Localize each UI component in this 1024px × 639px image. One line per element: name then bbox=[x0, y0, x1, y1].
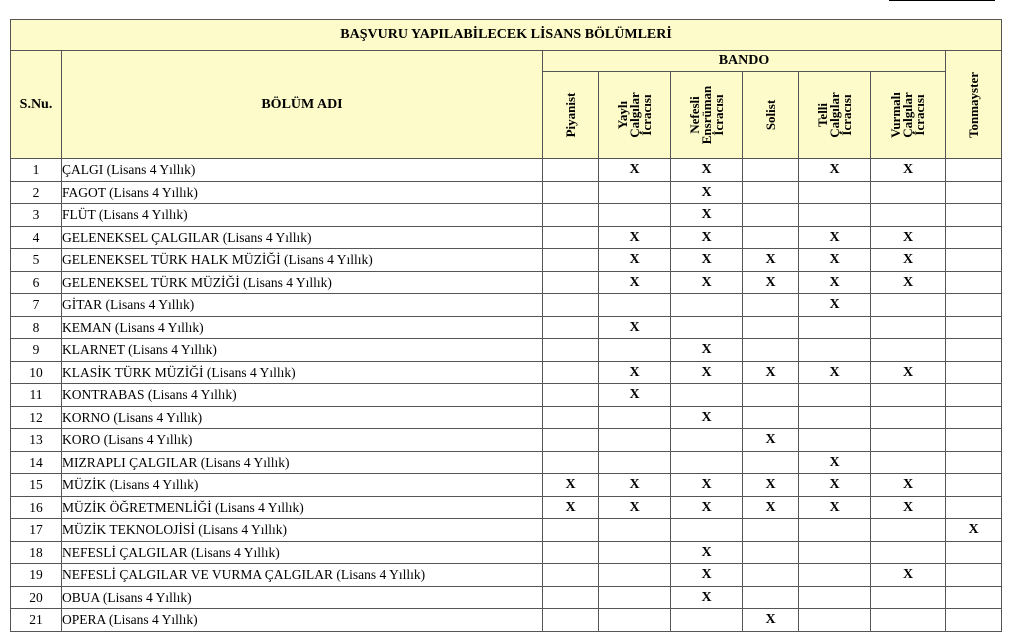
mark-cell: X bbox=[799, 451, 871, 474]
row-number: 9 bbox=[11, 339, 62, 362]
mark-cell bbox=[946, 474, 1002, 497]
row-number: 3 bbox=[11, 204, 62, 227]
department-name: KORO (Lisans 4 Yıllık) bbox=[62, 429, 543, 452]
table-row bbox=[11, 564, 1002, 587]
mark-cell bbox=[543, 271, 599, 294]
mark-cell bbox=[799, 384, 871, 407]
top-rule bbox=[889, 0, 995, 1]
mark-cell: X bbox=[799, 226, 871, 249]
mark-cell bbox=[743, 159, 799, 182]
mark-cell bbox=[543, 249, 599, 272]
mark-cell: X bbox=[799, 249, 871, 272]
department-name: FLÜT (Lisans 4 Yıllık) bbox=[62, 204, 543, 227]
mark-cell bbox=[946, 361, 1002, 384]
mark-cell: X bbox=[743, 249, 799, 272]
table-row bbox=[11, 226, 1002, 249]
mark-cell: X bbox=[543, 474, 599, 497]
table-row bbox=[11, 586, 1002, 609]
mark-cell: X bbox=[946, 519, 1002, 542]
row-number: 15 bbox=[11, 474, 62, 497]
header-col-telli bbox=[799, 72, 871, 159]
table-row bbox=[11, 496, 1002, 519]
mark-cell bbox=[543, 519, 599, 542]
mark-cell bbox=[671, 519, 743, 542]
mark-cell: X bbox=[743, 429, 799, 452]
mark-cell bbox=[799, 586, 871, 609]
mark-cell bbox=[946, 564, 1002, 587]
mark-cell: X bbox=[671, 474, 743, 497]
mark-cell bbox=[946, 204, 1002, 227]
mark-cell bbox=[743, 586, 799, 609]
mark-cell: X bbox=[671, 159, 743, 182]
table-row bbox=[11, 541, 1002, 564]
mark-cell bbox=[799, 204, 871, 227]
mark-cell bbox=[871, 609, 946, 632]
mark-cell bbox=[743, 181, 799, 204]
mark-cell: X bbox=[871, 159, 946, 182]
department-name: MÜZİK (Lisans 4 Yıllık) bbox=[62, 474, 543, 497]
mark-cell bbox=[599, 541, 671, 564]
header-col-label: Tonmayster bbox=[965, 71, 981, 138]
mark-cell: X bbox=[743, 474, 799, 497]
mark-cell bbox=[743, 294, 799, 317]
department-name: MIZRAPLI ÇALGILAR (Lisans 4 Yıllık) bbox=[62, 451, 543, 474]
mark-cell bbox=[946, 249, 1002, 272]
mark-cell bbox=[946, 541, 1002, 564]
mark-cell: X bbox=[799, 271, 871, 294]
table-row bbox=[11, 406, 1002, 429]
table-row bbox=[11, 294, 1002, 317]
table-row bbox=[11, 339, 1002, 362]
mark-cell: X bbox=[871, 271, 946, 294]
mark-cell bbox=[671, 451, 743, 474]
mark-cell bbox=[743, 339, 799, 362]
header-col-label: Telli Çalgılar İcracısı bbox=[814, 92, 854, 138]
mark-cell bbox=[871, 519, 946, 542]
table-row bbox=[11, 519, 1002, 542]
row-number: 16 bbox=[11, 496, 62, 519]
mark-cell: X bbox=[671, 361, 743, 384]
mark-cell: X bbox=[799, 496, 871, 519]
row-number: 2 bbox=[11, 181, 62, 204]
mark-cell bbox=[543, 361, 599, 384]
mark-cell bbox=[871, 339, 946, 362]
mark-cell bbox=[743, 204, 799, 227]
mark-cell bbox=[946, 316, 1002, 339]
department-name: KEMAN (Lisans 4 Yıllık) bbox=[62, 316, 543, 339]
mark-cell bbox=[543, 609, 599, 632]
row-number: 12 bbox=[11, 406, 62, 429]
mark-cell: X bbox=[599, 226, 671, 249]
mark-cell bbox=[871, 586, 946, 609]
header-col-yayli bbox=[599, 72, 671, 159]
mark-cell bbox=[871, 384, 946, 407]
header-col-label: Solist bbox=[762, 99, 778, 131]
mark-cell bbox=[599, 181, 671, 204]
table-row bbox=[11, 181, 1002, 204]
mark-cell bbox=[871, 294, 946, 317]
header-col-solist bbox=[743, 72, 799, 159]
mark-cell bbox=[671, 429, 743, 452]
mark-cell bbox=[743, 384, 799, 407]
table-row bbox=[11, 271, 1002, 294]
mark-cell: X bbox=[599, 474, 671, 497]
mark-cell bbox=[946, 496, 1002, 519]
table-row bbox=[11, 361, 1002, 384]
department-name: GELENEKSEL TÜRK MÜZİĞİ (Lisans 4 Yıllık) bbox=[62, 271, 543, 294]
department-name: KLASİK TÜRK MÜZİĞİ (Lisans 4 Yıllık) bbox=[62, 361, 543, 384]
mark-cell bbox=[743, 541, 799, 564]
mark-cell: X bbox=[671, 249, 743, 272]
mark-cell bbox=[671, 609, 743, 632]
mark-cell: X bbox=[871, 249, 946, 272]
mark-cell: X bbox=[799, 159, 871, 182]
header-sn: S.Nu. bbox=[11, 51, 62, 159]
mark-cell: X bbox=[743, 361, 799, 384]
mark-cell: X bbox=[671, 406, 743, 429]
row-number: 6 bbox=[11, 271, 62, 294]
department-name: MÜZİK ÖĞRETMENLİĞİ (Lisans 4 Yıllık) bbox=[62, 496, 543, 519]
mark-cell bbox=[599, 609, 671, 632]
mark-cell bbox=[671, 384, 743, 407]
mark-cell bbox=[599, 204, 671, 227]
row-number: 11 bbox=[11, 384, 62, 407]
mark-cell: X bbox=[599, 271, 671, 294]
header-col-piyanist bbox=[543, 72, 599, 159]
mark-cell bbox=[543, 451, 599, 474]
mark-cell bbox=[799, 429, 871, 452]
mark-cell: X bbox=[799, 474, 871, 497]
header-col-nefesli bbox=[671, 72, 743, 159]
mark-cell: X bbox=[743, 496, 799, 519]
mark-cell bbox=[946, 429, 1002, 452]
mark-cell: X bbox=[671, 339, 743, 362]
department-name: GELENEKSEL ÇALGILAR (Lisans 4 Yıllık) bbox=[62, 226, 543, 249]
mark-cell bbox=[543, 406, 599, 429]
department-name: GELENEKSEL TÜRK HALK MÜZİĞİ (Lisans 4 Yıllık) bbox=[62, 249, 543, 272]
header-department-name: BÖLÜM ADI bbox=[62, 51, 543, 159]
mark-cell bbox=[743, 316, 799, 339]
mark-cell: X bbox=[743, 609, 799, 632]
mark-cell bbox=[543, 181, 599, 204]
mark-cell: X bbox=[671, 586, 743, 609]
mark-cell bbox=[799, 609, 871, 632]
mark-cell: X bbox=[799, 361, 871, 384]
department-name: OPERA (Lisans 4 Yıllık) bbox=[62, 609, 543, 632]
mark-cell: X bbox=[599, 361, 671, 384]
department-name: KONTRABAS (Lisans 4 Yıllık) bbox=[62, 384, 543, 407]
mark-cell: X bbox=[671, 226, 743, 249]
mark-cell: X bbox=[599, 316, 671, 339]
mark-cell bbox=[743, 564, 799, 587]
mark-cell bbox=[671, 294, 743, 317]
mark-cell bbox=[599, 519, 671, 542]
row-number: 13 bbox=[11, 429, 62, 452]
mark-cell bbox=[799, 541, 871, 564]
header-col-label: Piyanist bbox=[562, 92, 578, 138]
table-row bbox=[11, 429, 1002, 452]
header-col-label: Vurmalı Çalgılar İcracısı bbox=[888, 92, 927, 138]
table-body bbox=[11, 159, 1002, 632]
mark-cell: X bbox=[671, 541, 743, 564]
row-number: 21 bbox=[11, 609, 62, 632]
table-row bbox=[11, 609, 1002, 632]
department-name: NEFESLİ ÇALGILAR VE VURMA ÇALGILAR (Lisans 4 Yıllık) bbox=[62, 564, 543, 587]
mark-cell bbox=[871, 541, 946, 564]
mark-cell bbox=[799, 406, 871, 429]
table-row bbox=[11, 384, 1002, 407]
mark-cell bbox=[946, 271, 1002, 294]
row-number: 20 bbox=[11, 586, 62, 609]
row-number: 19 bbox=[11, 564, 62, 587]
mark-cell bbox=[946, 339, 1002, 362]
mark-cell bbox=[871, 181, 946, 204]
mark-cell bbox=[543, 564, 599, 587]
mark-cell: X bbox=[671, 271, 743, 294]
mark-cell bbox=[743, 519, 799, 542]
table-row bbox=[11, 451, 1002, 474]
mark-cell: X bbox=[871, 564, 946, 587]
department-name: GİTAR (Lisans 4 Yıllık) bbox=[62, 294, 543, 317]
mark-cell: X bbox=[543, 496, 599, 519]
department-name: KLARNET (Lisans 4 Yıllık) bbox=[62, 339, 543, 362]
mark-cell bbox=[946, 181, 1002, 204]
mark-cell: X bbox=[599, 249, 671, 272]
mark-cell bbox=[743, 226, 799, 249]
header-col-label: Yaylı Çalgılar İcracısı bbox=[614, 92, 654, 138]
mark-cell: X bbox=[743, 271, 799, 294]
header-col-label: Nefesli Ensrüman İcracısı bbox=[686, 85, 726, 145]
mark-cell: X bbox=[599, 159, 671, 182]
mark-cell bbox=[671, 316, 743, 339]
mark-cell: X bbox=[871, 226, 946, 249]
mark-cell bbox=[799, 564, 871, 587]
mark-cell bbox=[946, 451, 1002, 474]
mark-cell bbox=[743, 406, 799, 429]
mark-cell: X bbox=[671, 181, 743, 204]
table-row bbox=[11, 204, 1002, 227]
mark-cell bbox=[871, 204, 946, 227]
mark-cell bbox=[946, 159, 1002, 182]
mark-cell bbox=[543, 429, 599, 452]
mark-cell bbox=[599, 586, 671, 609]
header-group-bando: BANDO bbox=[543, 51, 946, 72]
row-number: 7 bbox=[11, 294, 62, 317]
row-number: 8 bbox=[11, 316, 62, 339]
mark-cell: X bbox=[799, 294, 871, 317]
mark-cell bbox=[946, 406, 1002, 429]
mark-cell bbox=[543, 204, 599, 227]
mark-cell bbox=[799, 339, 871, 362]
table-title: BAŞVURU YAPILABİLECEK LİSANS BÖLÜMLERİ bbox=[11, 20, 1002, 51]
mark-cell: X bbox=[871, 474, 946, 497]
mark-cell bbox=[871, 451, 946, 474]
row-number: 10 bbox=[11, 361, 62, 384]
mark-cell bbox=[946, 294, 1002, 317]
mark-cell bbox=[543, 384, 599, 407]
table-row bbox=[11, 159, 1002, 182]
mark-cell bbox=[799, 316, 871, 339]
mark-cell: X bbox=[871, 361, 946, 384]
mark-cell bbox=[599, 564, 671, 587]
departments-table bbox=[10, 19, 1002, 632]
mark-cell bbox=[543, 541, 599, 564]
row-number: 17 bbox=[11, 519, 62, 542]
mark-cell bbox=[946, 384, 1002, 407]
mark-cell bbox=[946, 609, 1002, 632]
mark-cell: X bbox=[599, 384, 671, 407]
row-number: 1 bbox=[11, 159, 62, 182]
table-row bbox=[11, 316, 1002, 339]
department-name: ÇALGI (Lisans 4 Yıllık) bbox=[62, 159, 543, 182]
mark-cell bbox=[543, 294, 599, 317]
department-name: MÜZİK TEKNOLOJİSİ (Lisans 4 Yıllık) bbox=[62, 519, 543, 542]
mark-cell bbox=[599, 339, 671, 362]
mark-cell bbox=[871, 316, 946, 339]
header-col-vurmali bbox=[871, 72, 946, 159]
mark-cell: X bbox=[599, 496, 671, 519]
mark-cell: X bbox=[671, 496, 743, 519]
mark-cell bbox=[871, 429, 946, 452]
row-number: 4 bbox=[11, 226, 62, 249]
mark-cell bbox=[543, 159, 599, 182]
mark-cell bbox=[599, 406, 671, 429]
mark-cell bbox=[946, 226, 1002, 249]
mark-cell bbox=[599, 429, 671, 452]
row-number: 14 bbox=[11, 451, 62, 474]
mark-cell bbox=[799, 519, 871, 542]
row-number: 5 bbox=[11, 249, 62, 272]
table-row bbox=[11, 474, 1002, 497]
mark-cell bbox=[599, 294, 671, 317]
mark-cell: X bbox=[671, 564, 743, 587]
mark-cell bbox=[599, 451, 671, 474]
department-name: KORNO (Lisans 4 Yıllık) bbox=[62, 406, 543, 429]
mark-cell bbox=[543, 226, 599, 249]
mark-cell bbox=[743, 451, 799, 474]
header-col-tonmayster bbox=[946, 51, 1002, 159]
department-name: FAGOT (Lisans 4 Yıllık) bbox=[62, 181, 543, 204]
mark-cell bbox=[543, 339, 599, 362]
mark-cell: X bbox=[671, 204, 743, 227]
department-name: NEFESLİ ÇALGILAR (Lisans 4 Yıllık) bbox=[62, 541, 543, 564]
mark-cell bbox=[871, 406, 946, 429]
department-name: OBUA (Lisans 4 Yıllık) bbox=[62, 586, 543, 609]
row-number: 18 bbox=[11, 541, 62, 564]
mark-cell bbox=[946, 586, 1002, 609]
table-row bbox=[11, 249, 1002, 272]
mark-cell: X bbox=[871, 496, 946, 519]
mark-cell bbox=[799, 181, 871, 204]
mark-cell bbox=[543, 316, 599, 339]
mark-cell bbox=[543, 586, 599, 609]
